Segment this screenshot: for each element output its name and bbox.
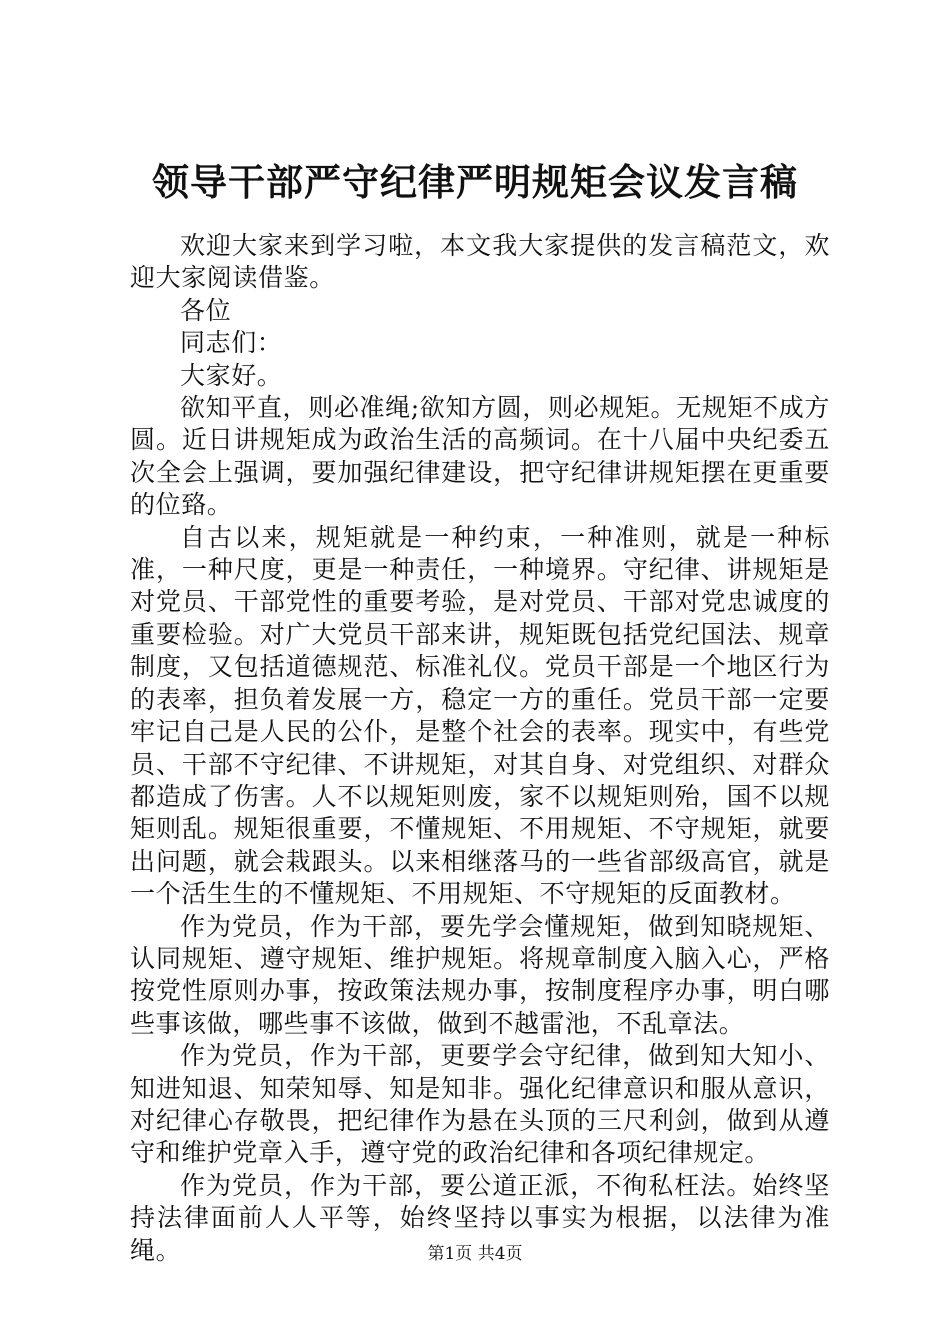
paragraph-greeting: 大家好。 (180, 360, 283, 390)
paragraph-body: 作为党员，作为干部，要先学会懂规矩，做到知晓规矩、认同规矩、遵守规矩、维护规矩。将规章制度入脑入心，严格按党性原则办事，按政策法规办事，按制度程序办事，明白哪些事该做，哪些事不该做，做到不越雷池，不乱章法。 (130, 911, 830, 1038)
paragraph-body: 作为党员，作为干部，更要学会守纪律，做到知大知小、知进知退、知荣知辱、知是知非。强化纪律意识和服从意识，对纪律心存敬畏，把纪律作为悬在头顶的三尺利剑，做到从遵守和维护党章入手，遵守党的政治纪律和各项纪律规定。 (130, 1041, 830, 1168)
document-body (130, 230, 830, 1267)
paragraph-body: 作为党员，作为干部，要公道正派，不徇私枉法。始终坚持法律面前人人平等，始终坚持以事实为根据，以法律为准绳。 (130, 1170, 830, 1265)
document-title: 领导干部严守纪律严明规矩会议发言稿 (152, 160, 798, 204)
paragraph-salutation-comrades: 同志们： (180, 328, 283, 358)
paragraph-intro: 欢迎大家来到学习啦，本文我大家提供的发言稿范文，欢迎大家阅读借鉴。 (130, 231, 830, 293)
paragraph-salutation: 各位 (180, 295, 232, 325)
page-footer: 第1页 共4页 (427, 1244, 523, 1264)
paragraph-body: 自古以来，规矩就是一种约束，一种准则，就是一种标准，一种尺度，更是一种责任，一种境界。守纪律、讲规矩是对党员、干部党性的重要考验，是对党员、干部对党忠诚度的重要检验。对广大党员干部来讲，规矩既包括党纪国法、规章制度，又包括道德规范、标准礼仪。党员干部是一个地区行为的表率，担负着发展一方，稳定一方的重任。党员干部一定要牢记自己是人民的公仆，是整个社会的表率。现实中，有些党员、干部不守纪律、不讲规矩，对其自身、对党组织、对群众都造成了伤害。人不以规矩则废，家不以规矩则殆，国不以规矩则乱。规矩很重要，不懂规矩、不用规矩、不守规矩，就要出问题，就会栽跟头。以来相继落马的一些省部级高官，就是一个活生生的不懂规矩、不用规矩、不守规矩的反面教材。 (130, 522, 830, 909)
paragraph-body: 欲知平直，则必准绳;欲知方圆，则必规矩。无规矩不成方圆。近日讲规矩成为政治生活的高频词。在十八届中央纪委五次全会上强调，要加强纪律建设，把守纪律讲规矩摆在更重要的位臵。 (130, 393, 830, 520)
